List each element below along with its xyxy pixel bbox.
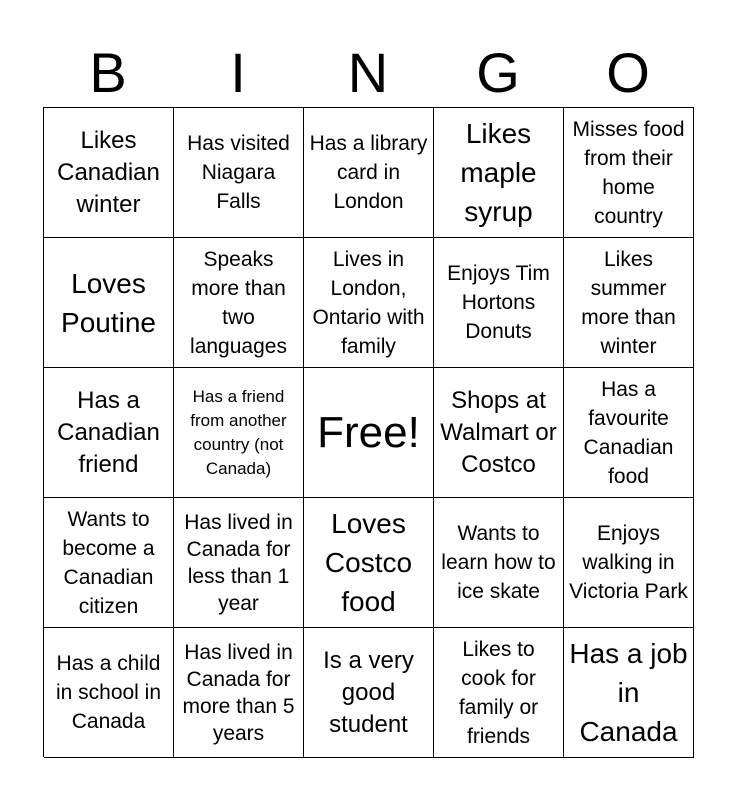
cell-text: Has a favourite Canadian food (583, 377, 674, 488)
cell-text: Likes summer more than winter (581, 247, 676, 358)
bingo-cell[interactable] (304, 628, 434, 758)
bingo-cell[interactable] (44, 238, 174, 368)
cell-text: Enjoys Tim Hortons Donuts (447, 262, 550, 343)
bingo-cell[interactable] (564, 498, 694, 628)
header-letter-b: B (89, 41, 127, 104)
cell-text: Has lived in Canada for less than 1 year (184, 510, 293, 615)
bingo-cell[interactable] (304, 498, 434, 628)
header-letter-o: O (606, 41, 650, 104)
cell-text: Shops at Walmart or Costco (440, 386, 557, 478)
cell-text: Loves Poutine (61, 267, 156, 338)
header-letter-i: I (230, 41, 246, 104)
cell-text: Has visited Niagara Falls (187, 132, 290, 213)
bingo-cell[interactable] (434, 628, 564, 758)
header-letter-g: G (476, 41, 520, 104)
bingo-cell[interactable] (304, 238, 434, 368)
cell-text: Has a library card in London (309, 132, 428, 213)
cell-text: Is a very good student (323, 646, 414, 738)
bingo-cell[interactable] (174, 368, 304, 498)
bingo-cell[interactable] (304, 108, 434, 238)
bingo-cell-free[interactable] (304, 368, 434, 498)
cell-text: Has a child in school in Canada (55, 652, 162, 733)
bingo-cell[interactable] (44, 368, 174, 498)
cell-text: Has a friend from another country (not Canada) (190, 386, 287, 478)
cell-text: Misses food from their home country (572, 117, 685, 228)
bingo-cell[interactable] (564, 368, 694, 498)
bingo-cell[interactable] (174, 108, 304, 238)
bingo-cell[interactable] (44, 628, 174, 758)
cell-text: Has a job in Canada (569, 638, 688, 747)
cell-text: Wants to become a Canadian citizen (62, 507, 155, 618)
cell-text: Lives in London, Ontario with family (312, 247, 425, 358)
cell-text: Has a Canadian friend (57, 386, 160, 478)
bingo-cell[interactable] (44, 498, 174, 628)
cell-text: Has lived in Canada for more than 5 years (182, 640, 295, 745)
bingo-cell[interactable] (174, 238, 304, 368)
bingo-cell[interactable] (564, 238, 694, 368)
cell-text: Likes to cook for family or friends (458, 637, 539, 748)
bingo-cell[interactable] (434, 368, 564, 498)
cell-text: Likes maple syrup (460, 118, 537, 227)
bingo-header (43, 40, 693, 106)
bingo-cell[interactable] (564, 108, 694, 238)
bingo-cell[interactable] (434, 108, 564, 238)
header-letter-n: N (347, 41, 389, 104)
cell-text: Speaks more than two languages (190, 247, 287, 358)
cell-text: Wants to learn how to ice skate (441, 522, 556, 603)
cell-text: Likes Canadian winter (57, 126, 160, 218)
cell-text: Enjoys walking in Victoria Park (569, 522, 688, 603)
cell-text: Free! (317, 407, 420, 457)
bingo-cell[interactable] (434, 498, 564, 628)
bingo-cell[interactable] (174, 628, 304, 758)
bingo-board (43, 107, 694, 757)
cell-text: Loves Costco food (324, 508, 413, 617)
bingo-cell[interactable] (434, 238, 564, 368)
bingo-cell[interactable] (564, 628, 694, 758)
bingo-cell[interactable] (174, 498, 304, 628)
bingo-cell[interactable] (44, 108, 174, 238)
